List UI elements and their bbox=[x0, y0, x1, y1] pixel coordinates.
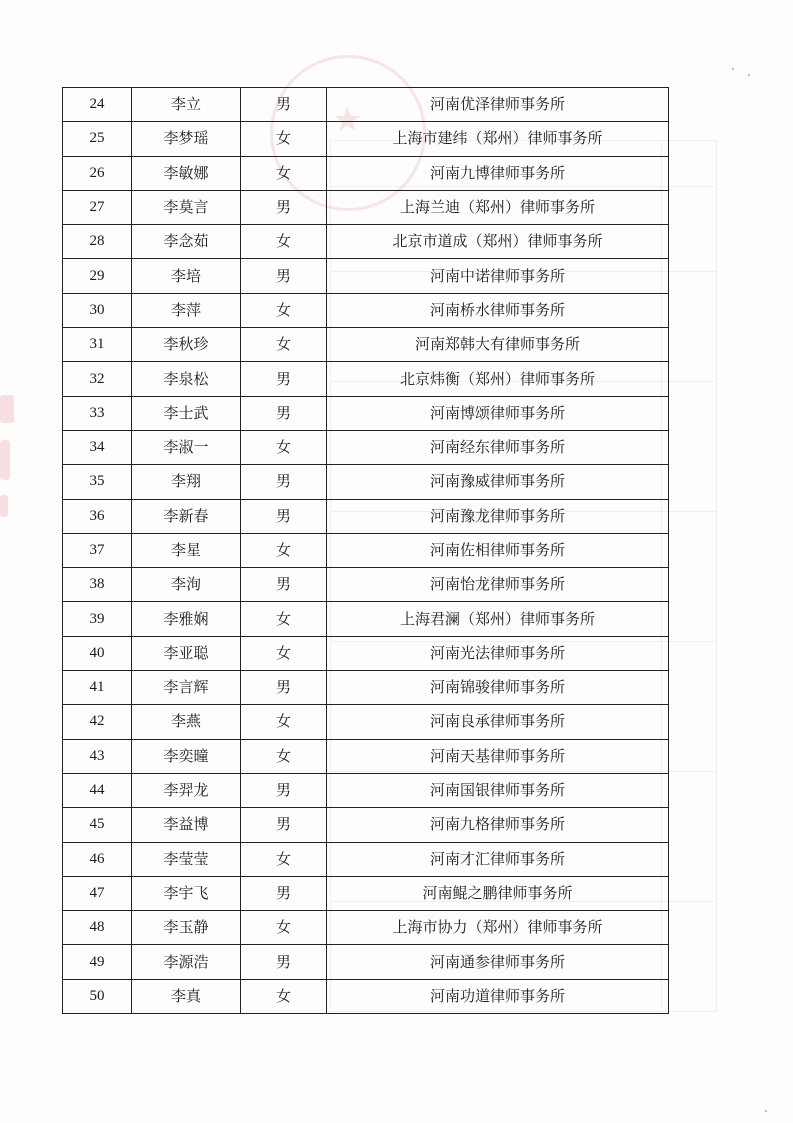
roster-table-body bbox=[63, 88, 669, 1014]
name-cell: 李淑一 bbox=[132, 430, 241, 464]
gender-cell: 男 bbox=[241, 88, 327, 122]
table-row bbox=[63, 945, 669, 979]
name-cell: 李宇飞 bbox=[132, 876, 241, 910]
name-cell: 李莹莹 bbox=[132, 842, 241, 876]
gender-cell: 女 bbox=[241, 602, 327, 636]
table-row bbox=[63, 773, 669, 807]
edge-stamp-mark bbox=[0, 440, 10, 480]
law-firm-cell: 河南良承律师事务所 bbox=[327, 705, 669, 739]
name-cell: 李雅娴 bbox=[132, 602, 241, 636]
name-cell: 李秋珍 bbox=[132, 328, 241, 362]
table-row bbox=[63, 739, 669, 773]
law-firm-cell: 河南才汇律师事务所 bbox=[327, 842, 669, 876]
row-number-cell: 28 bbox=[63, 225, 132, 259]
table-row bbox=[63, 122, 669, 156]
gender-cell: 女 bbox=[241, 739, 327, 773]
row-number-cell: 40 bbox=[63, 636, 132, 670]
table-row bbox=[63, 636, 669, 670]
law-firm-cell: 河南佐相律师事务所 bbox=[327, 533, 669, 567]
law-firm-cell: 河南鲲之鹏律师事务所 bbox=[327, 876, 669, 910]
law-firm-cell: 河南国银律师事务所 bbox=[327, 773, 669, 807]
row-number-cell: 44 bbox=[63, 773, 132, 807]
gender-cell: 女 bbox=[241, 842, 327, 876]
law-firm-cell: 河南锦骏律师事务所 bbox=[327, 671, 669, 705]
table-row bbox=[63, 362, 669, 396]
law-firm-cell: 北京市道成（郑州）律师事务所 bbox=[327, 225, 669, 259]
gender-cell: 男 bbox=[241, 499, 327, 533]
name-cell: 李言辉 bbox=[132, 671, 241, 705]
table-row bbox=[63, 328, 669, 362]
law-firm-cell: 河南豫威律师事务所 bbox=[327, 465, 669, 499]
table-row bbox=[63, 499, 669, 533]
row-number-cell: 46 bbox=[63, 842, 132, 876]
name-cell: 李梦瑶 bbox=[132, 122, 241, 156]
lawyer-roster-table bbox=[62, 87, 669, 1014]
gender-cell: 女 bbox=[241, 328, 327, 362]
law-firm-cell: 河南豫龙律师事务所 bbox=[327, 499, 669, 533]
table-row bbox=[63, 979, 669, 1013]
row-number-cell: 47 bbox=[63, 876, 132, 910]
law-firm-cell: 河南桥水律师事务所 bbox=[327, 293, 669, 327]
law-firm-cell: 河南博颂律师事务所 bbox=[327, 396, 669, 430]
name-cell: 李翔 bbox=[132, 465, 241, 499]
law-firm-cell: 河南经东律师事务所 bbox=[327, 430, 669, 464]
name-cell: 李立 bbox=[132, 88, 241, 122]
row-number-cell: 38 bbox=[63, 568, 132, 602]
table-row bbox=[63, 225, 669, 259]
row-number-cell: 30 bbox=[63, 293, 132, 327]
name-cell: 李星 bbox=[132, 533, 241, 567]
name-cell: 李亚聪 bbox=[132, 636, 241, 670]
table-row bbox=[63, 568, 669, 602]
table-row bbox=[63, 911, 669, 945]
name-cell: 李士武 bbox=[132, 396, 241, 430]
gender-cell: 男 bbox=[241, 808, 327, 842]
gender-cell: 男 bbox=[241, 773, 327, 807]
gender-cell: 女 bbox=[241, 156, 327, 190]
table-row bbox=[63, 259, 669, 293]
law-firm-cell: 河南九格律师事务所 bbox=[327, 808, 669, 842]
row-number-cell: 24 bbox=[63, 88, 132, 122]
table-row bbox=[63, 842, 669, 876]
law-firm-cell: 河南功道律师事务所 bbox=[327, 979, 669, 1013]
gender-cell: 男 bbox=[241, 259, 327, 293]
table-row bbox=[63, 808, 669, 842]
row-number-cell: 48 bbox=[63, 911, 132, 945]
table-row bbox=[63, 430, 669, 464]
law-firm-cell: 上海君澜（郑州）律师事务所 bbox=[327, 602, 669, 636]
row-number-cell: 39 bbox=[63, 602, 132, 636]
gender-cell: 男 bbox=[241, 190, 327, 224]
row-number-cell: 43 bbox=[63, 739, 132, 773]
name-cell: 李泉松 bbox=[132, 362, 241, 396]
law-firm-cell: 上海市协力（郑州）律师事务所 bbox=[327, 911, 669, 945]
table-row bbox=[63, 465, 669, 499]
law-firm-cell: 河南怡龙律师事务所 bbox=[327, 568, 669, 602]
name-cell: 李羿龙 bbox=[132, 773, 241, 807]
gender-cell: 女 bbox=[241, 122, 327, 156]
row-number-cell: 35 bbox=[63, 465, 132, 499]
row-number-cell: 41 bbox=[63, 671, 132, 705]
row-number-cell: 34 bbox=[63, 430, 132, 464]
name-cell: 李念茹 bbox=[132, 225, 241, 259]
row-number-cell: 29 bbox=[63, 259, 132, 293]
law-firm-cell: 河南九博律师事务所 bbox=[327, 156, 669, 190]
name-cell: 李益博 bbox=[132, 808, 241, 842]
law-firm-cell: 河南通参律师事务所 bbox=[327, 945, 669, 979]
row-number-cell: 42 bbox=[63, 705, 132, 739]
law-firm-cell: 河南优泽律师事务所 bbox=[327, 88, 669, 122]
table-row bbox=[63, 533, 669, 567]
table-row bbox=[63, 705, 669, 739]
gender-cell: 女 bbox=[241, 430, 327, 464]
seal-star-icon: ★ bbox=[332, 100, 363, 140]
table-row bbox=[63, 293, 669, 327]
gender-cell: 女 bbox=[241, 911, 327, 945]
row-number-cell: 32 bbox=[63, 362, 132, 396]
law-firm-cell: 上海市建纬（郑州）律师事务所 bbox=[327, 122, 669, 156]
gender-cell: 女 bbox=[241, 636, 327, 670]
row-number-cell: 45 bbox=[63, 808, 132, 842]
row-number-cell: 26 bbox=[63, 156, 132, 190]
name-cell: 李玉静 bbox=[132, 911, 241, 945]
name-cell: 李培 bbox=[132, 259, 241, 293]
gender-cell: 男 bbox=[241, 568, 327, 602]
table-row bbox=[63, 156, 669, 190]
name-cell: 李奕曈 bbox=[132, 739, 241, 773]
gender-cell: 男 bbox=[241, 876, 327, 910]
scan-speck bbox=[765, 1110, 767, 1112]
law-firm-cell: 河南光法律师事务所 bbox=[327, 636, 669, 670]
gender-cell: 女 bbox=[241, 225, 327, 259]
law-firm-cell: 北京炜衡（郑州）律师事务所 bbox=[327, 362, 669, 396]
law-firm-cell: 上海兰迪（郑州）律师事务所 bbox=[327, 190, 669, 224]
gender-cell: 男 bbox=[241, 396, 327, 430]
row-number-cell: 25 bbox=[63, 122, 132, 156]
row-number-cell: 37 bbox=[63, 533, 132, 567]
table-row bbox=[63, 396, 669, 430]
edge-stamp-mark bbox=[0, 395, 14, 423]
scan-speck bbox=[748, 74, 750, 76]
gender-cell: 男 bbox=[241, 945, 327, 979]
table-row bbox=[63, 88, 669, 122]
row-number-cell: 27 bbox=[63, 190, 132, 224]
scan-speck bbox=[732, 68, 734, 70]
law-firm-cell: 河南郑韩大有律师事务所 bbox=[327, 328, 669, 362]
name-cell: 李洵 bbox=[132, 568, 241, 602]
name-cell: 李燕 bbox=[132, 705, 241, 739]
name-cell: 李敏娜 bbox=[132, 156, 241, 190]
name-cell: 李莫言 bbox=[132, 190, 241, 224]
edge-stamp-mark bbox=[0, 495, 8, 517]
table-row bbox=[63, 876, 669, 910]
table-row bbox=[63, 602, 669, 636]
gender-cell: 男 bbox=[241, 362, 327, 396]
name-cell: 李真 bbox=[132, 979, 241, 1013]
row-number-cell: 33 bbox=[63, 396, 132, 430]
name-cell: 李萍 bbox=[132, 293, 241, 327]
table-row bbox=[63, 671, 669, 705]
row-number-cell: 49 bbox=[63, 945, 132, 979]
row-number-cell: 50 bbox=[63, 979, 132, 1013]
law-firm-cell: 河南中诺律师事务所 bbox=[327, 259, 669, 293]
row-number-cell: 31 bbox=[63, 328, 132, 362]
name-cell: 李源浩 bbox=[132, 945, 241, 979]
law-firm-cell: 河南天基律师事务所 bbox=[327, 739, 669, 773]
gender-cell: 女 bbox=[241, 705, 327, 739]
gender-cell: 男 bbox=[241, 465, 327, 499]
gender-cell: 男 bbox=[241, 671, 327, 705]
table-row bbox=[63, 190, 669, 224]
gender-cell: 女 bbox=[241, 293, 327, 327]
gender-cell: 女 bbox=[241, 533, 327, 567]
name-cell: 李新春 bbox=[132, 499, 241, 533]
row-number-cell: 36 bbox=[63, 499, 132, 533]
gender-cell: 女 bbox=[241, 979, 327, 1013]
